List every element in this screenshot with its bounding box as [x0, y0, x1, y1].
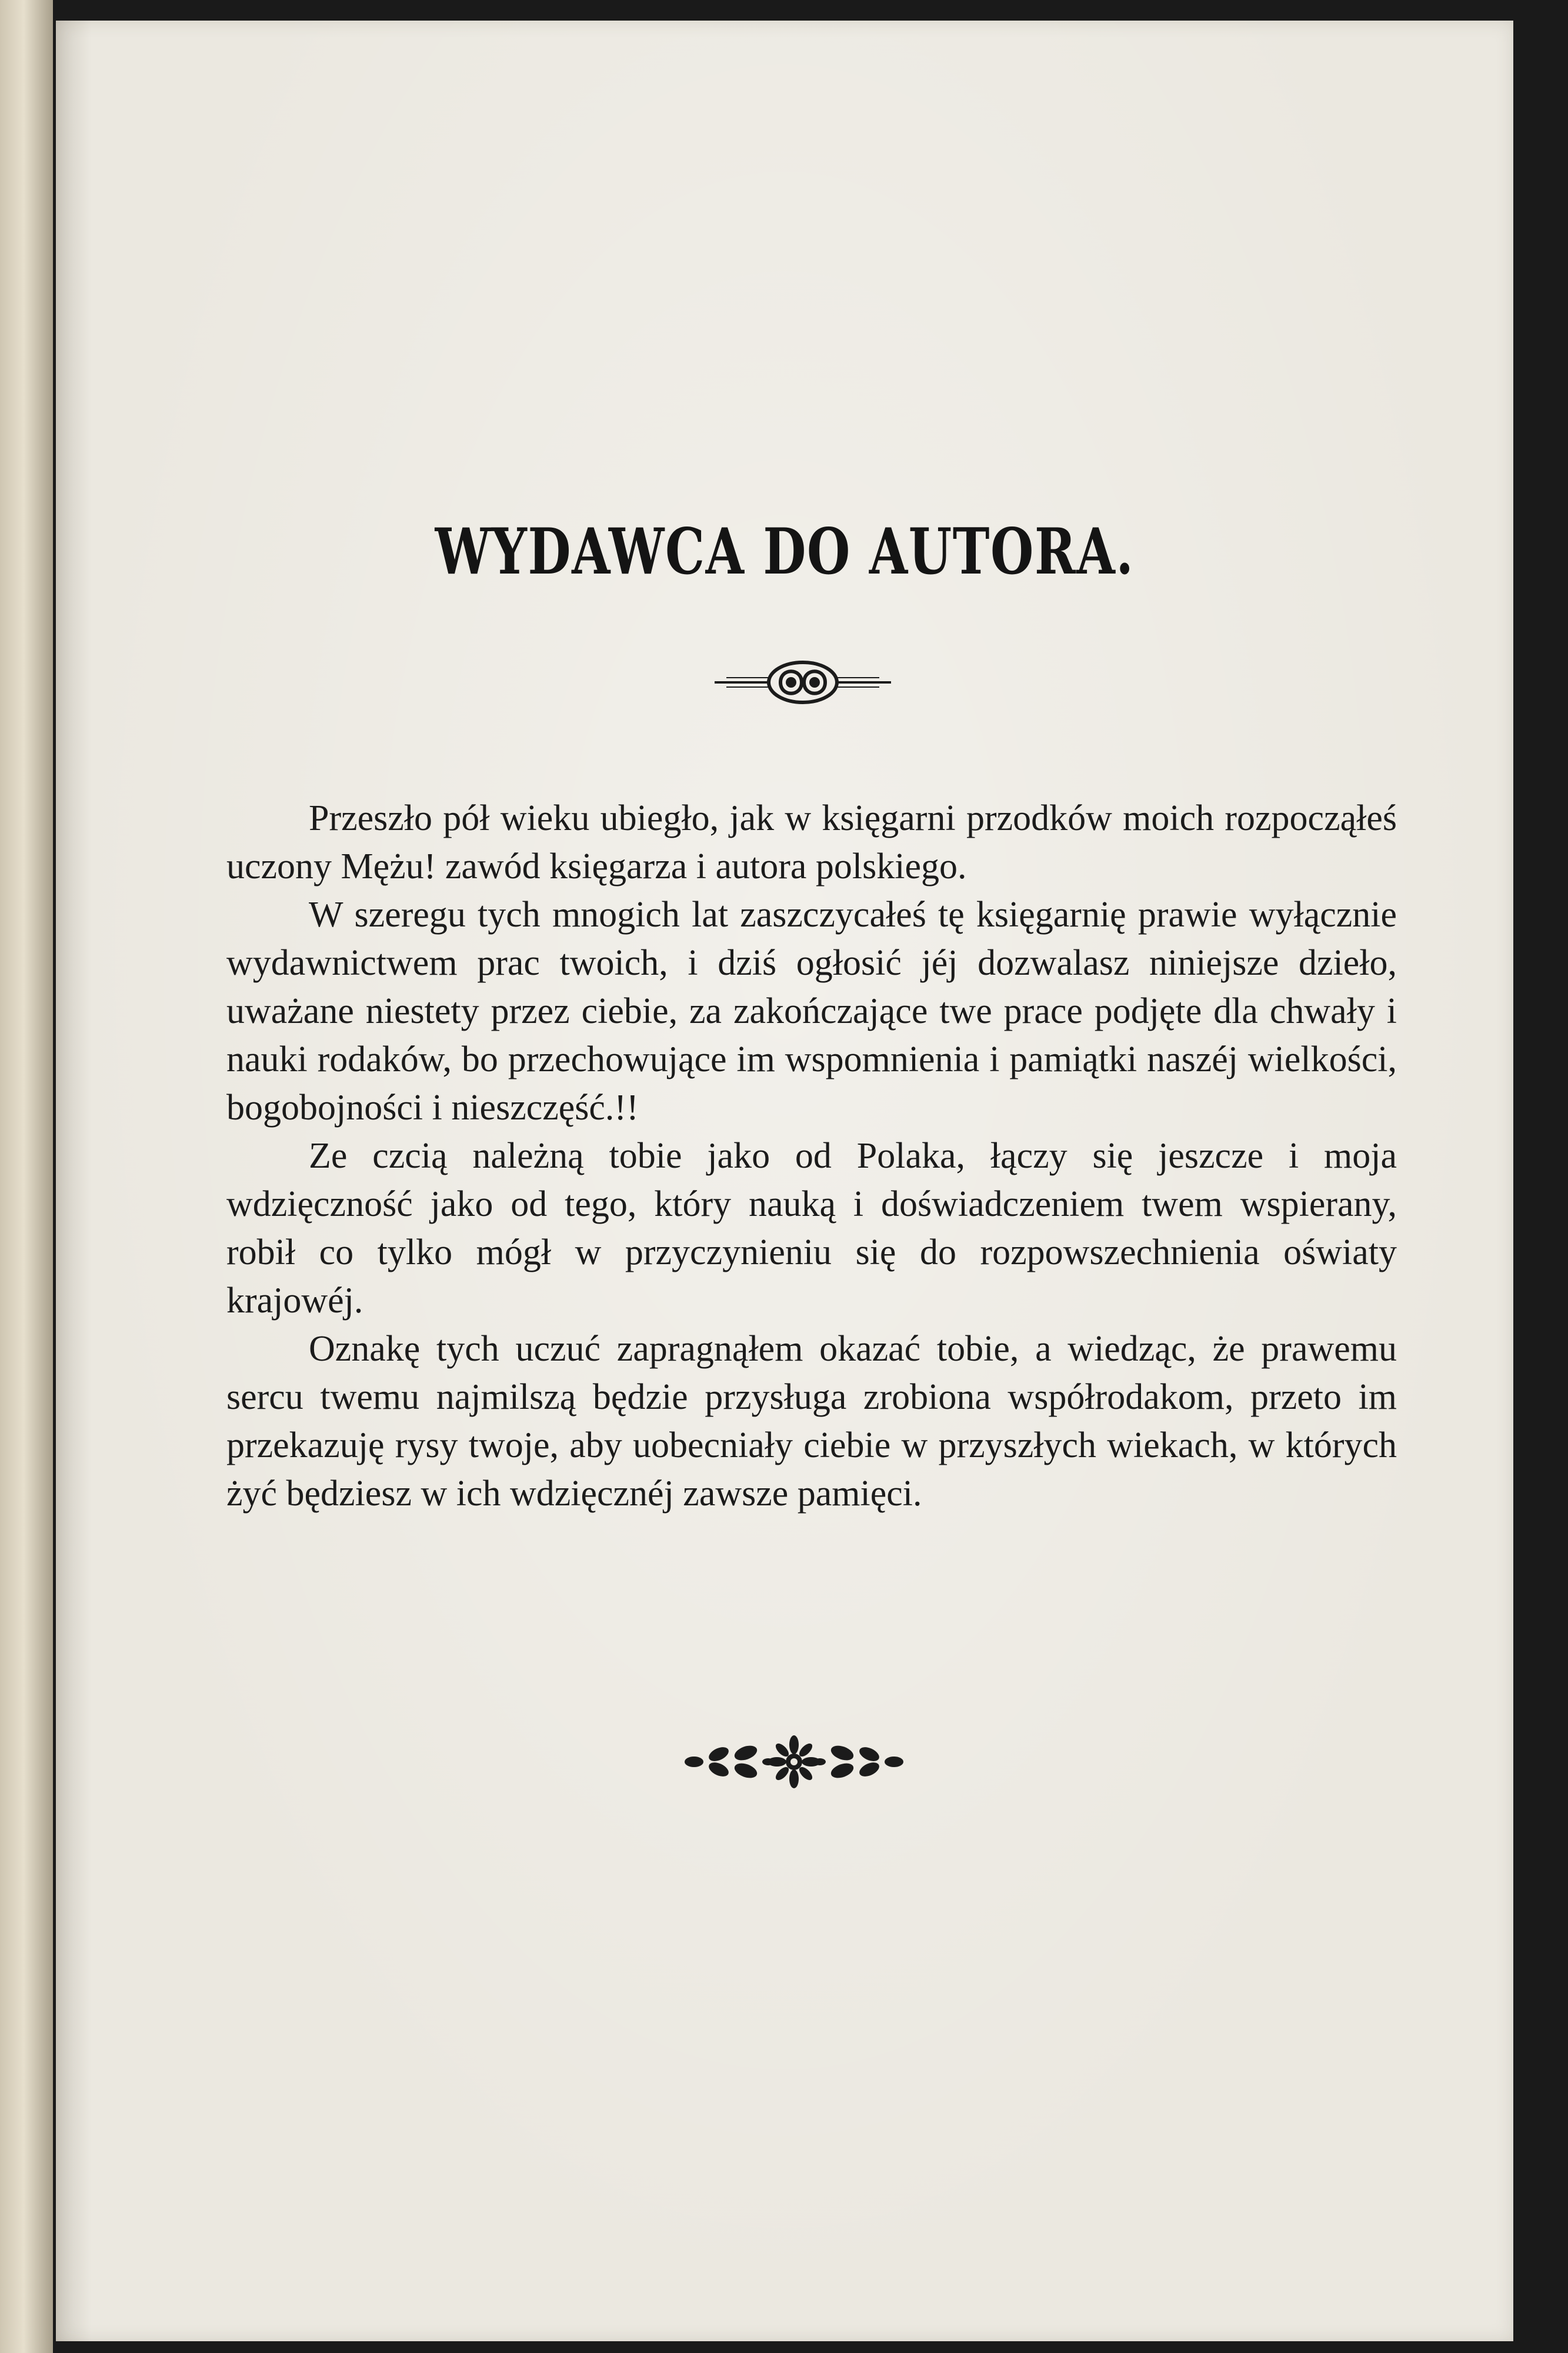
floral-vine-ornament-icon	[682, 1735, 906, 1788]
letter-body	[226, 794, 1397, 1518]
paragraph: Ze czcią należną tobie jako od Polaka, łączy się jeszcze i moja wdzięczność jako od tego, który nauką i doświadczeniem twem wspierany, robił co tylko mógł w przyczynieniu się do rozpowszechnienia oświaty krajowéj.	[226, 1136, 1397, 1321]
paragraph: Oznakę tych uczuć zapragnąłem okazać tobie, a wiedząc, że prawemu sercu twemu najmilszą będzie przysługa zrobiona współrodakom, przeto im przekazuję rysy twoje, aby uobecniały ciebie w przyszłych wiekach, w których żyć będziesz w ich wdzięcznéj zawsze pamięci.	[226, 1329, 1397, 1514]
left-page-edge	[0, 0, 53, 2353]
paragraph: W szeregu tych mnogich lat zaszczycałeś tę księgarnię prawie wyłącznie wydawnictwem prac twoich, i dziś ogłosić jéj dozwalasz niniejsze dzieło, uważane niestety przez ciebie, za zakończające twe prace podjęte dla chwały i nauki rodaków, bo przechowujące im wspomnienia i pamiątki naszéj wielkości, bogobojności i nieszczęść.!!	[226, 895, 1397, 1128]
page-title: WYDAWCA DO AUTORA.	[435, 515, 1135, 589]
paragraph: Przeszło pół wieku ubiegło, jak w księgarni przodków moich rozpocząłeś uczony Mężu! zawód księgarza i autora polskiego.	[226, 798, 1397, 886]
book-page	[56, 21, 1513, 2341]
scroll-ornament-icon	[715, 656, 891, 709]
